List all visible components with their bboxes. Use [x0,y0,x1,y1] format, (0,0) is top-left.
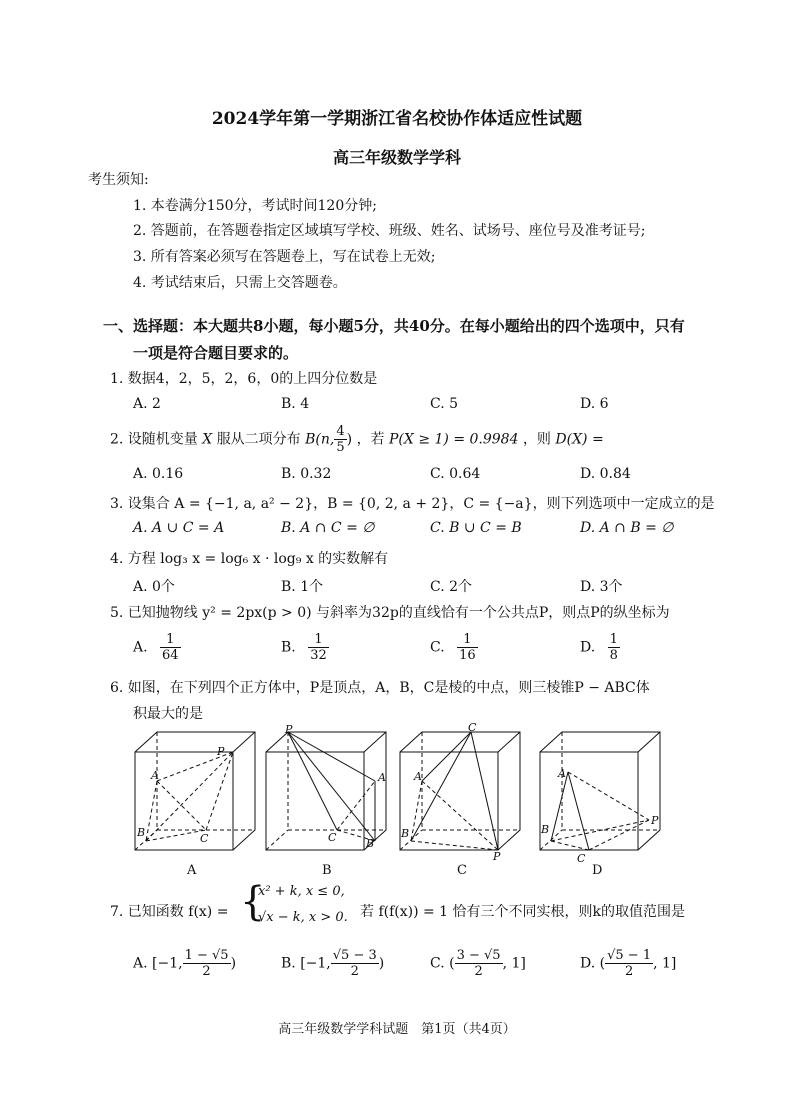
caption-d: D [592,863,603,878]
q4-option-c: C. 2个 [430,579,473,595]
q7-option-label: D. [580,955,596,972]
question-1-stem: 1. 数据4，2，5，2，6，0的上四分位数是 [110,371,378,387]
question-7-label: 7. 已知函数 f(x) = [110,904,229,920]
q2-variable: X [202,431,213,448]
q5-frac-num: 1 [160,632,181,648]
notice-heading: 考生须知: [88,172,149,188]
q2-fraction [334,424,346,455]
label-c-c: C [468,721,477,734]
q5-option-label: D. [580,639,596,656]
q7-option-post: ) [230,955,237,972]
question-4-stem: 4. 方程 log₃ x = log₆ x · log₉ x 的实数解有 [110,551,389,567]
q7-option-c [430,948,526,979]
q7-frac-den: 2 [350,964,359,979]
q1-option-d: D. 6 [580,396,609,412]
label-p-b: P [285,723,293,736]
q7-frac-den: 2 [202,964,211,979]
label-a-b: A [378,771,386,784]
cube-b [266,732,386,850]
q1-option-a: A. 2 [133,396,161,412]
q7-option-label: A. [133,955,148,972]
label-b-d: B [541,823,550,836]
q7-option-d [580,948,676,979]
q2-distribution-close: ) [346,431,353,448]
q7-option-post: , 1] [653,955,677,972]
q7-frac-num: 3 − √5 [456,948,501,963]
label-c-b: C [328,831,337,844]
piecewise-brace: { [240,879,266,925]
q7-frac-den: 2 [624,964,634,979]
q2-text: ，若 [356,431,385,448]
q2-text: 2. 设随机变量 [110,431,198,448]
q2-option-b: B. 0.32 [281,466,332,482]
question-3-stem: 3. 设集合 A = {−1, a, a² − 2}，B = {0, 2, a + 2}，C = {−a}，则下列选项中一定成立的是 [110,496,715,512]
cube-c [400,732,520,850]
label-b-c: B [401,827,410,840]
q5-option-label: A. [133,639,148,656]
q5-option-b [281,632,329,663]
question-7-stem: 若 f(f(x)) = 1 恰有三个不同实根，则k的取值范围是 [360,904,686,920]
cube-d [540,732,660,850]
q4-option-b: B. 1个 [281,579,324,595]
q7-option-post: , 1] [502,955,526,972]
q5-option-fraction [160,632,181,663]
q7-option-fraction [455,948,503,979]
label-p-c: P [493,850,501,863]
label-c-d: C [577,852,586,865]
q4-option-d: D. 3个 [580,579,623,595]
q2-text: 服从二项分布 [216,431,301,448]
cube-a [135,732,255,850]
label-p-d: P [651,814,659,827]
q5-option-fraction [457,632,478,663]
q3-option-b: B. A ∩ C = ∅ [281,520,375,536]
notice-item: 2. 答题前，在答题卷指定区域填写学校、班级、姓名、试场号、座位号及准考证号; [133,223,646,239]
q1-option-c: C. 5 [430,396,459,412]
caption-a: A [187,863,197,878]
q2-option-c: C. 0.64 [430,466,481,482]
q2-option-d: D. 0.84 [580,466,631,482]
exam-subtitle: 高三年级数学学科 [332,148,461,167]
q5-option-fraction [308,632,329,663]
q7-option-label: C. [430,955,445,972]
q7-case-1: x² + k, x ≤ 0, [258,884,345,899]
q7-option-a [133,948,236,979]
question-5-stem: 5. 已知抛物线 y² = 2px(p > 0) 与斜率为32p的直线恰有一个公共点P，则点P的纵坐标为 [110,605,670,621]
q3-option-c: C. B ∪ C = B [430,520,522,536]
q7-option-fraction [605,948,653,979]
q7-option-pre: ( [599,955,606,972]
question-2-stem [110,424,604,455]
q5-frac-num: 1 [308,632,329,648]
label-b-b: B [366,837,375,850]
label-a-a: A [151,769,159,782]
label-c-a: C [200,832,209,845]
caption-c: C [457,863,467,878]
q5-option-fraction [608,632,620,663]
q5-option-c [430,632,478,663]
cube-figures [125,720,685,880]
q2-expression: D(X) = [555,431,604,448]
q5-option-label: B. [281,639,296,656]
label-a-c: A [414,770,422,783]
question-6-stem-line2: 积最大的是 [133,706,203,722]
q2-frac-den: 5 [336,440,345,455]
q5-frac-num: 1 [457,632,478,648]
label-a-d: A [558,767,566,780]
q7-frac-den: 2 [474,964,483,979]
notice-item: 3. 所有答案必须写在答题卷上，写在试卷上无效; [133,249,436,265]
q5-frac-den: 32 [310,648,327,663]
q5-option-a [133,632,181,663]
notice-item: 1. 本卷满分150分，考试时间120分钟; [133,198,377,214]
q7-option-fraction [183,948,231,979]
q7-option-pre: ( [449,955,455,972]
q5-option-d [580,632,620,663]
exam-title: 2024学年第一学期浙江省名校协作体适应性试题 [211,109,583,129]
label-b-a: B [137,826,146,839]
q5-frac-den: 8 [609,648,618,663]
q7-frac-num: √5 − 1 [607,948,652,963]
q7-frac-num: √5 − 3 [332,948,377,963]
q7-option-label: B. [281,955,296,972]
q5-frac-den: 16 [459,648,476,663]
q2-option-a: A. 0.16 [133,466,184,482]
q2-distribution: B(n, [305,431,335,448]
q7-option-post: ) [378,955,385,972]
caption-b: B [322,863,332,878]
q7-option-pre: [−1, [152,955,183,972]
q1-option-b: B. 4 [281,396,310,412]
question-6-stem-line1: 6. 如图，在下列四个正方体中，P是顶点，A，B，C是棱的中点，则三棱锥P − ABC体 [110,680,650,696]
q7-option-fraction [331,948,379,979]
q7-option-b [281,948,384,979]
q2-frac-num: 4 [336,424,345,439]
q2-probability: P(X ≥ 1) = 0.9984 [389,431,519,448]
q5-frac-den: 64 [162,648,179,663]
q3-option-a: A. A ∪ C = A [133,520,225,536]
section-heading-line1: 一、选择题：本大题共8小题，每小题5分，共40分。在每小题给出的四个选项中，只有 [103,317,685,335]
q2-text: ，则 [522,431,551,448]
page-footer: 高三年级数学学科试题 第1页（共4页） [278,1022,516,1037]
q7-case-2: √x − k, x > 0. [258,910,348,925]
q3-option-d: D. A ∩ B = ∅ [580,520,674,536]
q4-option-a: A. 0个 [133,579,175,595]
label-p-a: P [217,745,225,758]
q5-frac-num: 1 [609,632,618,647]
q7-frac-num: 1 − √5 [184,948,229,963]
notice-item: 4. 考试结束后，只需上交答题卷。 [133,275,347,291]
section-heading-line2: 一项是符合题目要求的。 [133,344,299,362]
q7-option-pre: [−1, [300,955,331,972]
q5-option-label: C. [430,639,445,656]
